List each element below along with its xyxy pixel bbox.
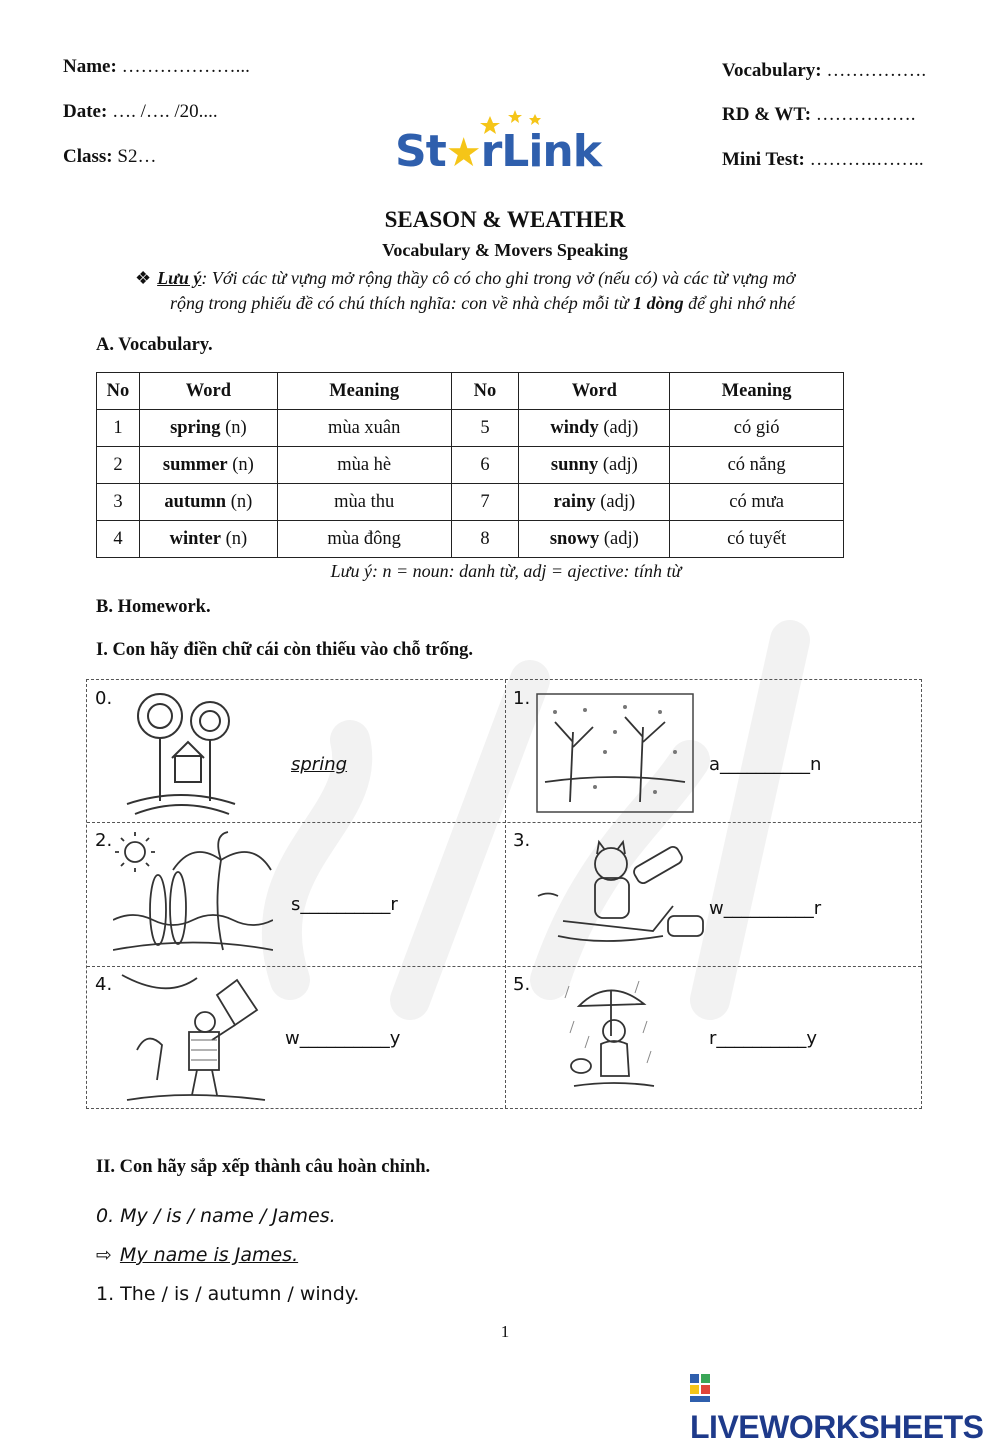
exercise-1-title: I. Con hãy điền chữ cái còn thiếu vào chỗ trống.	[96, 640, 474, 660]
liveworksheets-icon	[690, 1374, 712, 1404]
minitest-score-field[interactable]: Mini Test: ………..……..	[722, 149, 924, 170]
instruction-note: ❖ Lưu ý: Với các từ vựng mở rộng thầy cô có cho ghi trong vở (nếu có) và các từ vựng mở rộng trong phiếu đề có chú thích nghĩa: con về nhà chép mỗi từ 1 dòng để ghi nhớ nhé	[135, 268, 796, 313]
diamond-bullet-icon: ❖	[135, 268, 152, 288]
question-1: 1. The / is / autumn / windy.	[96, 1283, 360, 1305]
arrow-right-icon: ⇨	[96, 1244, 112, 1266]
exercise-item-2: 2. s__________r	[87, 822, 505, 966]
flowers-house-icon	[125, 686, 237, 816]
answer-blank[interactable]: r__________y	[709, 1028, 818, 1049]
exercise-item-4: 4. w__________y	[87, 966, 505, 1108]
table-row: 1 spring (n) mùa xuân 5 windy (adj) có gió	[97, 410, 844, 447]
umbrella-rain-icon	[559, 976, 659, 1096]
vocabulary-score-field[interactable]: Vocabulary: …………….	[722, 60, 927, 81]
kite-wind-icon	[117, 970, 267, 1102]
page-number: 1	[500, 1322, 510, 1341]
section-a-heading: A. Vocabulary.	[96, 335, 213, 355]
header-meaning: Meaning	[277, 373, 451, 410]
exercise-item-5: 5. r__________y	[505, 966, 923, 1108]
class-field[interactable]: Class: S2…	[63, 146, 157, 167]
logo-text-2: rLink	[480, 126, 601, 177]
table-row: 3 autumn (n) mùa thu 7 rainy (adj) có mưa	[97, 484, 844, 521]
cat-sled-icon	[533, 836, 708, 956]
header-no-2: No	[451, 373, 519, 410]
header-word-2: Word	[519, 373, 670, 410]
answer-blank[interactable]: w__________y	[285, 1028, 401, 1049]
autumn-trees-icon	[535, 692, 695, 814]
logo-star-icon: ★	[445, 130, 481, 176]
exercise-item-1: 1. a__________n	[505, 680, 923, 822]
table-note: Lưu ý: n = noun: danh từ, adj = ajective: tính từ	[330, 561, 682, 581]
header-meaning-2: Meaning	[670, 373, 844, 410]
exercise-2-title: II. Con hãy sắp xếp thành câu hoàn chỉnh.	[96, 1157, 431, 1177]
vocabulary-table	[96, 372, 844, 558]
section-b-heading: B. Homework.	[96, 597, 211, 617]
answer-text: spring	[291, 754, 348, 775]
answer-blank[interactable]: w__________r	[709, 898, 822, 919]
starlink-logo	[395, 108, 645, 178]
example-question: 0. My / is / name / James.	[96, 1205, 336, 1227]
table-row: 4 winter (n) mùa đông 8 snowy (adj) có tuyết	[97, 521, 844, 558]
name-field[interactable]: Name: ………………...	[63, 56, 250, 77]
logo-text: St	[395, 126, 446, 177]
exercise-1-grid	[86, 679, 922, 1109]
header-no: No	[97, 373, 140, 410]
exercise-item-0: 0. spring	[87, 680, 505, 822]
answer-blank[interactable]: s__________r	[291, 894, 398, 915]
date-field[interactable]: Date: …. /…. /20....	[63, 101, 218, 122]
header-word: Word	[139, 373, 277, 410]
liveworksheets-logo: LIVEWORKSHEETS	[690, 1372, 1000, 1446]
table-row: 2 summer (n) mùa hè 6 sunny (adj) có nắng	[97, 447, 844, 484]
page-title: SEASON & WEATHER	[384, 207, 626, 232]
beach-palm-icon	[113, 830, 273, 960]
rdwt-score-field[interactable]: RD & WT: …………….	[722, 104, 916, 125]
table-header-row	[97, 373, 844, 410]
example-answer: ⇨ My name is James.	[96, 1244, 299, 1266]
page-subtitle: Vocabulary & Movers Speaking	[382, 240, 628, 260]
answer-blank[interactable]: a__________n	[709, 754, 822, 775]
exercise-item-3: 3. w__________r	[505, 822, 923, 966]
